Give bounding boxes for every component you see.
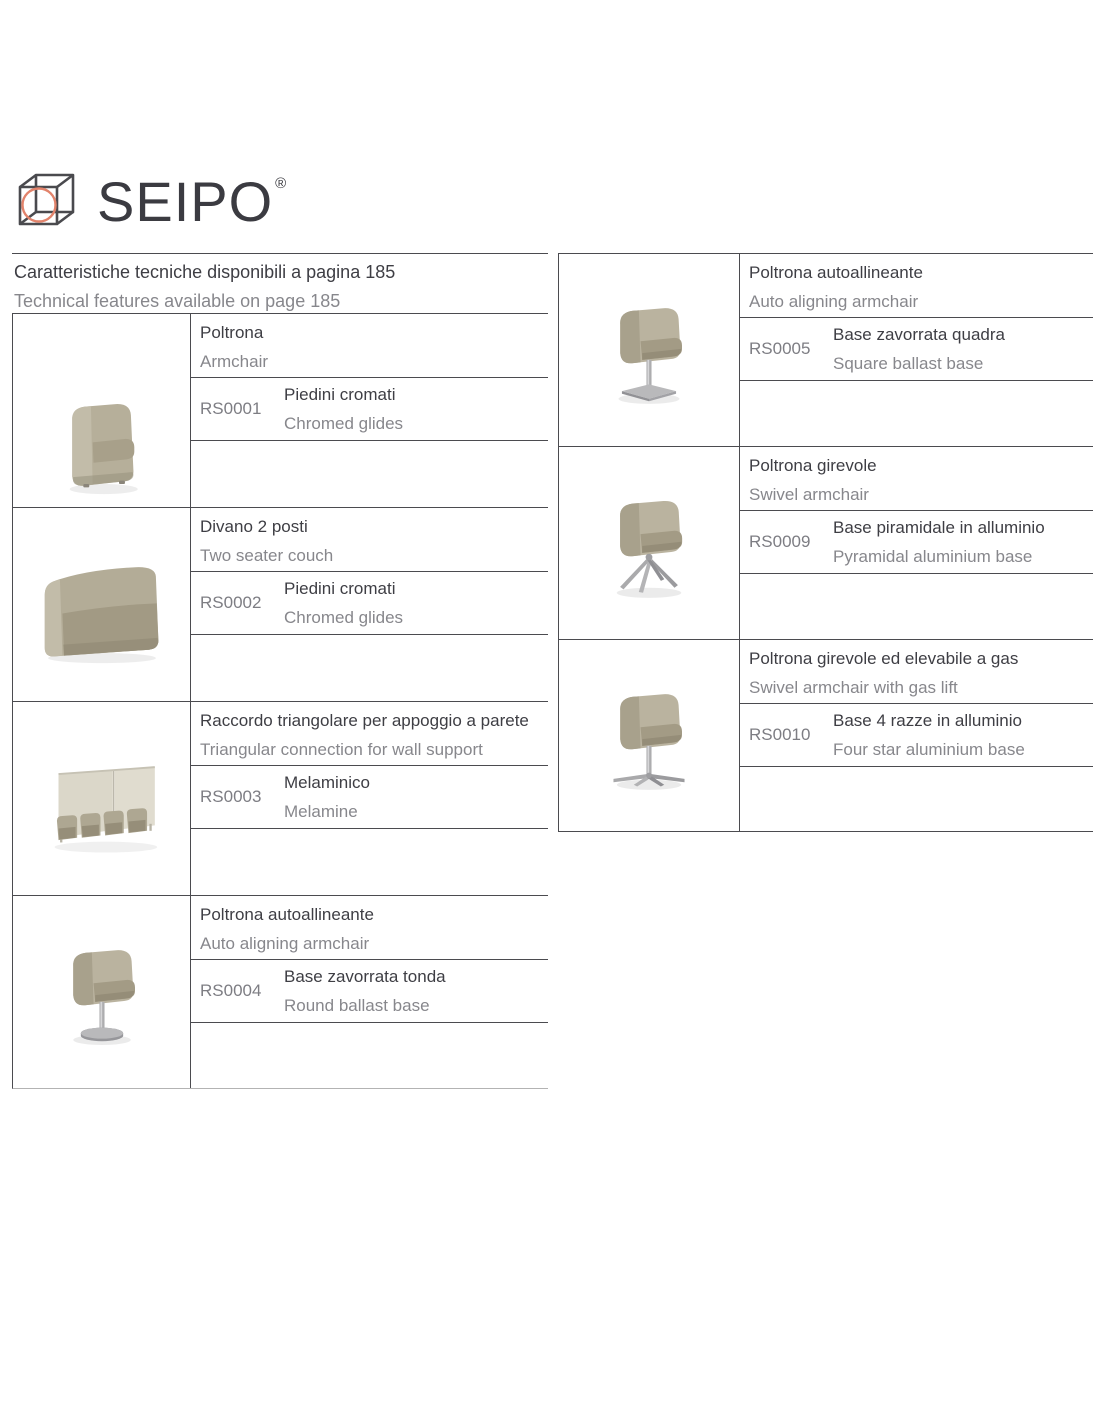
wall-panels-with-chairs-image — [32, 757, 172, 858]
product-title-row — [191, 702, 548, 766]
product-name-en: Auto aligning armchair — [749, 292, 919, 311]
product-code-row — [191, 572, 548, 635]
product-option-en: Square ballast base — [833, 354, 984, 373]
cube-logo-icon — [15, 170, 79, 234]
product-image-cell — [559, 640, 740, 831]
product-option — [284, 574, 403, 632]
product-title-row — [191, 508, 548, 572]
product-text-cell — [191, 314, 548, 507]
product-code: RS0009 — [749, 532, 811, 551]
product-text-cell — [191, 702, 548, 895]
product-empty-row — [740, 574, 1093, 639]
product-option-it: Melaminico — [284, 773, 370, 792]
product-option-en: Four star aluminium base — [833, 740, 1025, 759]
product-option-it: Base zavorrata tonda — [284, 967, 446, 986]
product-code-row — [740, 704, 1093, 767]
product-block — [12, 895, 548, 1089]
product-code-row — [740, 511, 1093, 574]
product-block — [558, 446, 1093, 639]
product-title-row — [740, 640, 1093, 704]
product-name-it: Poltrona autoallineante — [749, 263, 923, 282]
product-option — [833, 513, 1045, 571]
brand-logo — [15, 170, 288, 234]
product-code: RS0005 — [749, 339, 811, 358]
product-image-cell — [559, 254, 740, 446]
brand-name-text: SEIPO — [97, 170, 274, 233]
product-name-en: Triangular connection for wall support — [200, 740, 483, 759]
product-name-en: Auto aligning armchair — [200, 934, 370, 953]
product-option-en: Pyramidal aluminium base — [833, 547, 1033, 566]
product-name-it: Poltrona girevole ed elevabile a gas — [749, 649, 1019, 668]
brand-name — [97, 170, 288, 234]
product-name-en: Swivel armchair — [749, 485, 869, 504]
product-image-cell — [13, 896, 191, 1088]
product-code-row — [740, 318, 1093, 381]
product-block — [558, 253, 1093, 446]
product-table-right — [558, 253, 1093, 832]
product-image-cell — [13, 702, 191, 895]
armchair-four-star-base-image — [598, 690, 700, 800]
product-empty-row — [191, 829, 548, 895]
left-column — [12, 253, 548, 1089]
product-code-row — [191, 960, 548, 1023]
product-image-cell — [13, 508, 191, 701]
product-name-it: Raccordo triangolare per appoggio a parete — [200, 711, 529, 730]
product-text-cell — [191, 896, 548, 1088]
tub-armchair-glides-image — [51, 398, 153, 496]
product-name-en: Swivel armchair with gas lift — [749, 678, 958, 697]
product-text-cell — [740, 254, 1093, 446]
product-name-it: Poltrona — [200, 323, 264, 342]
product-option — [284, 380, 403, 438]
product-text-cell — [740, 447, 1093, 639]
product-name-en: Armchair — [200, 352, 269, 371]
product-block — [558, 639, 1093, 832]
product-title-row — [740, 447, 1093, 511]
right-column — [558, 253, 1093, 832]
armchair-pyramid-base-image — [598, 496, 700, 608]
product-name-it: Divano 2 posti — [200, 517, 308, 536]
product-text-cell — [191, 508, 548, 701]
product-option — [284, 962, 446, 1020]
technical-note-it: Caratteristiche tecniche disponibili a pagina 185 — [14, 262, 396, 282]
registered-mark: ® — [275, 175, 288, 192]
product-name-it: Poltrona autoallineante — [200, 905, 374, 924]
product-code: RS0001 — [200, 399, 262, 418]
product-code: RS0002 — [200, 593, 262, 612]
product-code-row — [191, 766, 548, 829]
product-block — [12, 701, 548, 895]
product-empty-row — [740, 381, 1093, 446]
product-option — [833, 320, 1005, 378]
two-seater-couch-image — [26, 563, 178, 664]
product-option-en: Chromed glides — [284, 608, 404, 627]
product-option-it: Piedini cromati — [284, 579, 396, 598]
product-empty-row — [191, 635, 548, 701]
product-block — [12, 507, 548, 701]
product-option-en: Round ballast base — [284, 996, 430, 1015]
product-name-en: Two seater couch — [200, 546, 334, 565]
product-code: RS0004 — [200, 981, 262, 1000]
product-table-left — [12, 313, 548, 1089]
product-option-it: Base 4 razze in alluminio — [833, 711, 1022, 730]
product-option-en: Melamine — [284, 802, 358, 821]
product-option-it: Base piramidale in alluminio — [833, 518, 1045, 537]
product-block — [12, 313, 548, 507]
product-empty-row — [191, 1023, 548, 1088]
product-text-cell — [740, 640, 1093, 831]
product-image-cell — [559, 447, 740, 639]
product-code: RS0003 — [200, 787, 262, 806]
product-title-row — [191, 896, 548, 960]
product-image-cell — [13, 314, 191, 507]
product-code: RS0010 — [749, 725, 811, 744]
product-empty-row — [740, 767, 1093, 831]
product-option-it: Piedini cromati — [284, 385, 396, 404]
product-code-row — [191, 378, 548, 441]
product-title-row — [740, 254, 1093, 318]
technical-note-en: Technical features available on page 185 — [14, 291, 341, 311]
product-option — [284, 768, 370, 826]
product-option — [833, 706, 1025, 764]
armchair-round-base-image — [51, 946, 153, 1056]
armchair-square-base-image — [598, 304, 700, 414]
product-empty-row — [191, 441, 548, 507]
product-option-it: Base zavorrata quadra — [833, 325, 1005, 344]
technical-note — [12, 253, 548, 313]
product-title-row — [191, 314, 548, 378]
product-name-it: Poltrona girevole — [749, 456, 877, 475]
product-option-en: Chromed glides — [284, 414, 404, 433]
